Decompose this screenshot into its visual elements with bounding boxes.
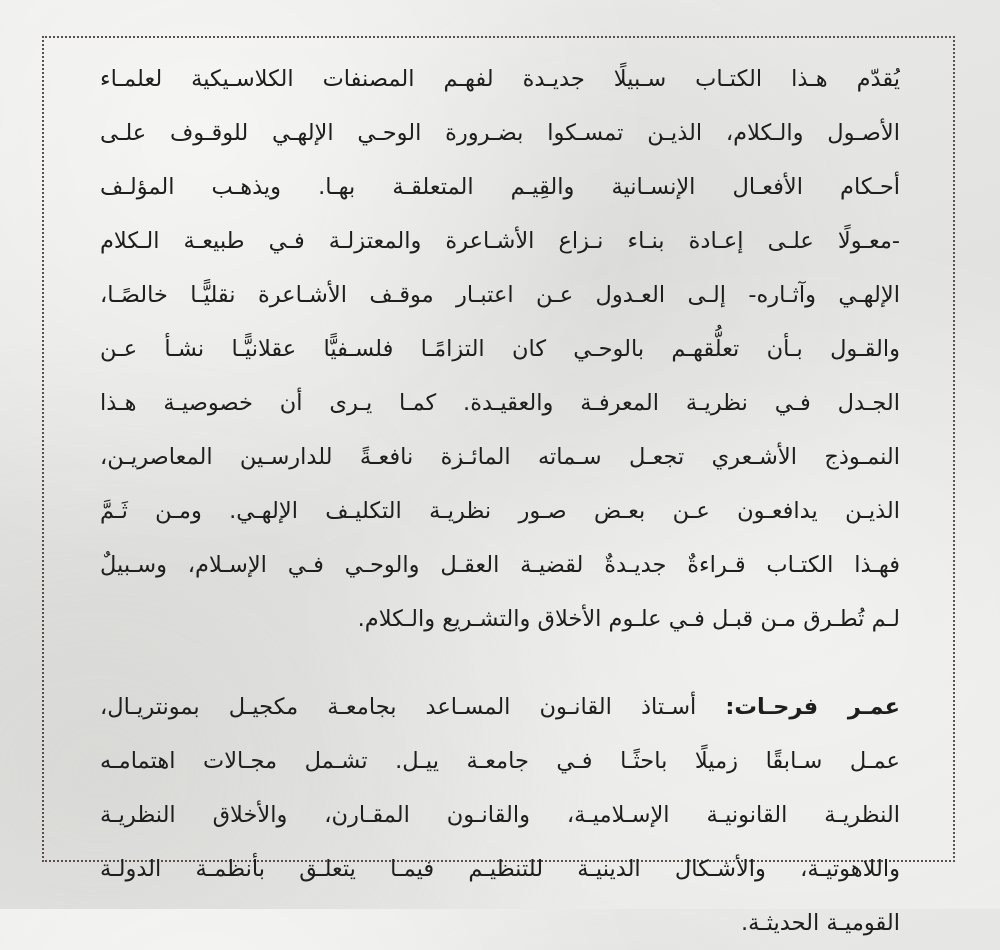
author-bio-first-line	[100, 680, 900, 734]
back-cover-text	[100, 52, 900, 950]
author-name: عمـر فرحـات:	[725, 694, 900, 720]
description-line: -معـولًا علـى إعـادة بنـاء نـزاع الأشـاعرة والمعتزلـة فـي طبيعـة الـكلام	[100, 228, 900, 254]
description-line: الذيـن يدافعـون عـن بعـض صـور نظريـة التكليـف الإلهـي. ومـن ثَـمَّ	[100, 498, 900, 524]
description-line: النمـوذج الأشـعري تجعـل سـماته المائـزة نافعـةً للدارسـين المعاصريـن،	[100, 444, 900, 470]
description-line: الجـدل فـي نظريـة المعرفـة والعقيـدة. كمـا يـرى أن خصوصيـة هـذا	[100, 390, 900, 416]
author-bio-line: واللاهوتيـة، والأشـكال الدينيـة للتنظيـم فيمـا يتعلـق بأنظمـة الدولـة	[100, 856, 900, 882]
author-bio-line: القوميـة الحديثـة.	[740, 910, 900, 936]
author-title: أسـتاذ القانـون المسـاعد بجامعـة مكجيـل بمونتريـال،	[100, 694, 726, 720]
author-bio	[100, 680, 900, 950]
description-line: لـم تُطـرق مـن قبـل فـي علـوم الأخلاق والتشـريع والـكلام.	[357, 606, 900, 632]
description-line: فهـذا الكتـاب قـراءةٌ جديـدةٌ لقضيـة العقـل والوحـي فـي الإسـلام، وسـبيلٌ	[100, 552, 900, 578]
author-bio-line: عمـل سـابقًا زميلًا باحثًـا فـي جامعـة ييـل. تشـمل مجـالات اهتمامـه	[100, 748, 900, 774]
author-bio-line: النظريـة القانونيـة الإسـلاميـة، والقانـون المقـارن، والأخلاق النظريـة	[100, 802, 900, 828]
description-line: والقـول بـأن تعلُّقهـم بالوحـي كان التزامًـا فلسـفيًّا عقلانيًّـا نشـأ عـن	[100, 336, 900, 362]
book-description	[100, 52, 900, 646]
description-line: أحـكام الأفعـال الإنسـانية والقِيـم المتعلقـة بهـا. ويذهـب المؤلـف	[100, 174, 900, 200]
paragraph-gap	[100, 646, 900, 680]
description-line: يُقدّم هـذا الكتـاب سـبيلًا جديـدة لفهـم المصنفات الكلاسـيكية لعلمـاء	[100, 66, 900, 92]
description-line: الإلهـي وآثـاره- إلـى العـدول عـن اعتبـار موقـف الأشـاعرة نقليًّـا خالصًـا،	[100, 282, 900, 308]
description-line: الأصـول والـكلام، الذيـن تمسـكوا بضـرورة الوحـي الإلهـي للوقـوف علـى	[100, 120, 900, 146]
